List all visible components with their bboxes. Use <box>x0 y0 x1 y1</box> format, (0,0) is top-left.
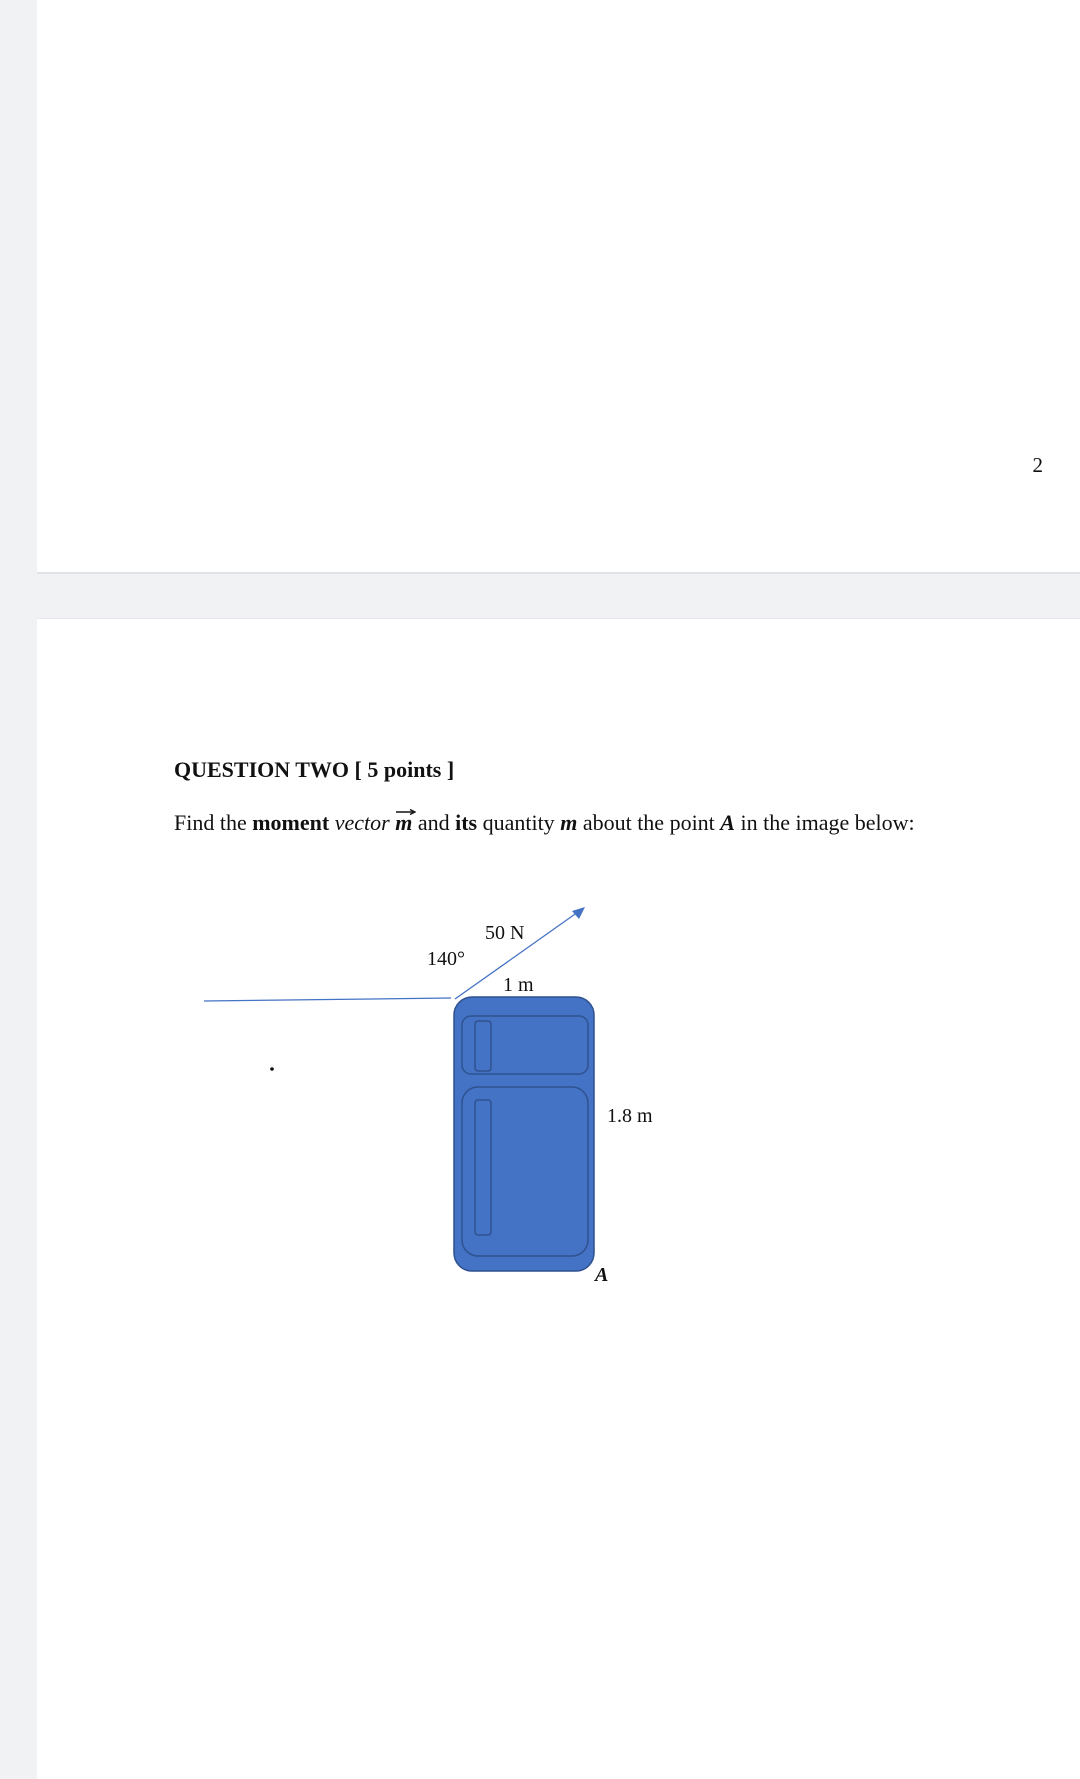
height-label: 1.8 m <box>607 1105 653 1127</box>
question-text-part: quantity <box>477 810 561 835</box>
refrigerator-diagram <box>37 619 1080 1779</box>
question-text-italic-vector: vector <box>334 810 390 835</box>
width-label: 1 m <box>503 974 534 996</box>
stray-dot <box>270 1067 274 1071</box>
fridge-handle <box>475 1100 491 1235</box>
question-text-bold-moment: moment <box>252 810 330 835</box>
question-text-bold-its: its <box>455 810 478 835</box>
reference-line <box>204 998 451 1001</box>
question-page <box>37 618 1080 1779</box>
page-number: 2 <box>1032 453 1043 477</box>
question-text-part: in the image below: <box>734 810 915 835</box>
force-label: 50 N <box>485 922 525 944</box>
previous-page <box>37 0 1080 574</box>
freezer-handle <box>475 1021 491 1071</box>
moment-vector-letter: m <box>395 810 413 835</box>
force-arrowhead-icon <box>572 907 585 919</box>
angle-label: 140° <box>427 948 465 970</box>
question-text-part: and <box>412 810 456 835</box>
question-title: QUESTION TWO [ 5 points ] <box>174 757 455 782</box>
moment-quantity-symbol: m <box>560 810 578 835</box>
point-label: A <box>595 1264 609 1286</box>
question-text-part: about the point <box>577 810 721 835</box>
question-text-part: Find the <box>174 810 253 835</box>
point-symbol: A <box>720 810 735 835</box>
